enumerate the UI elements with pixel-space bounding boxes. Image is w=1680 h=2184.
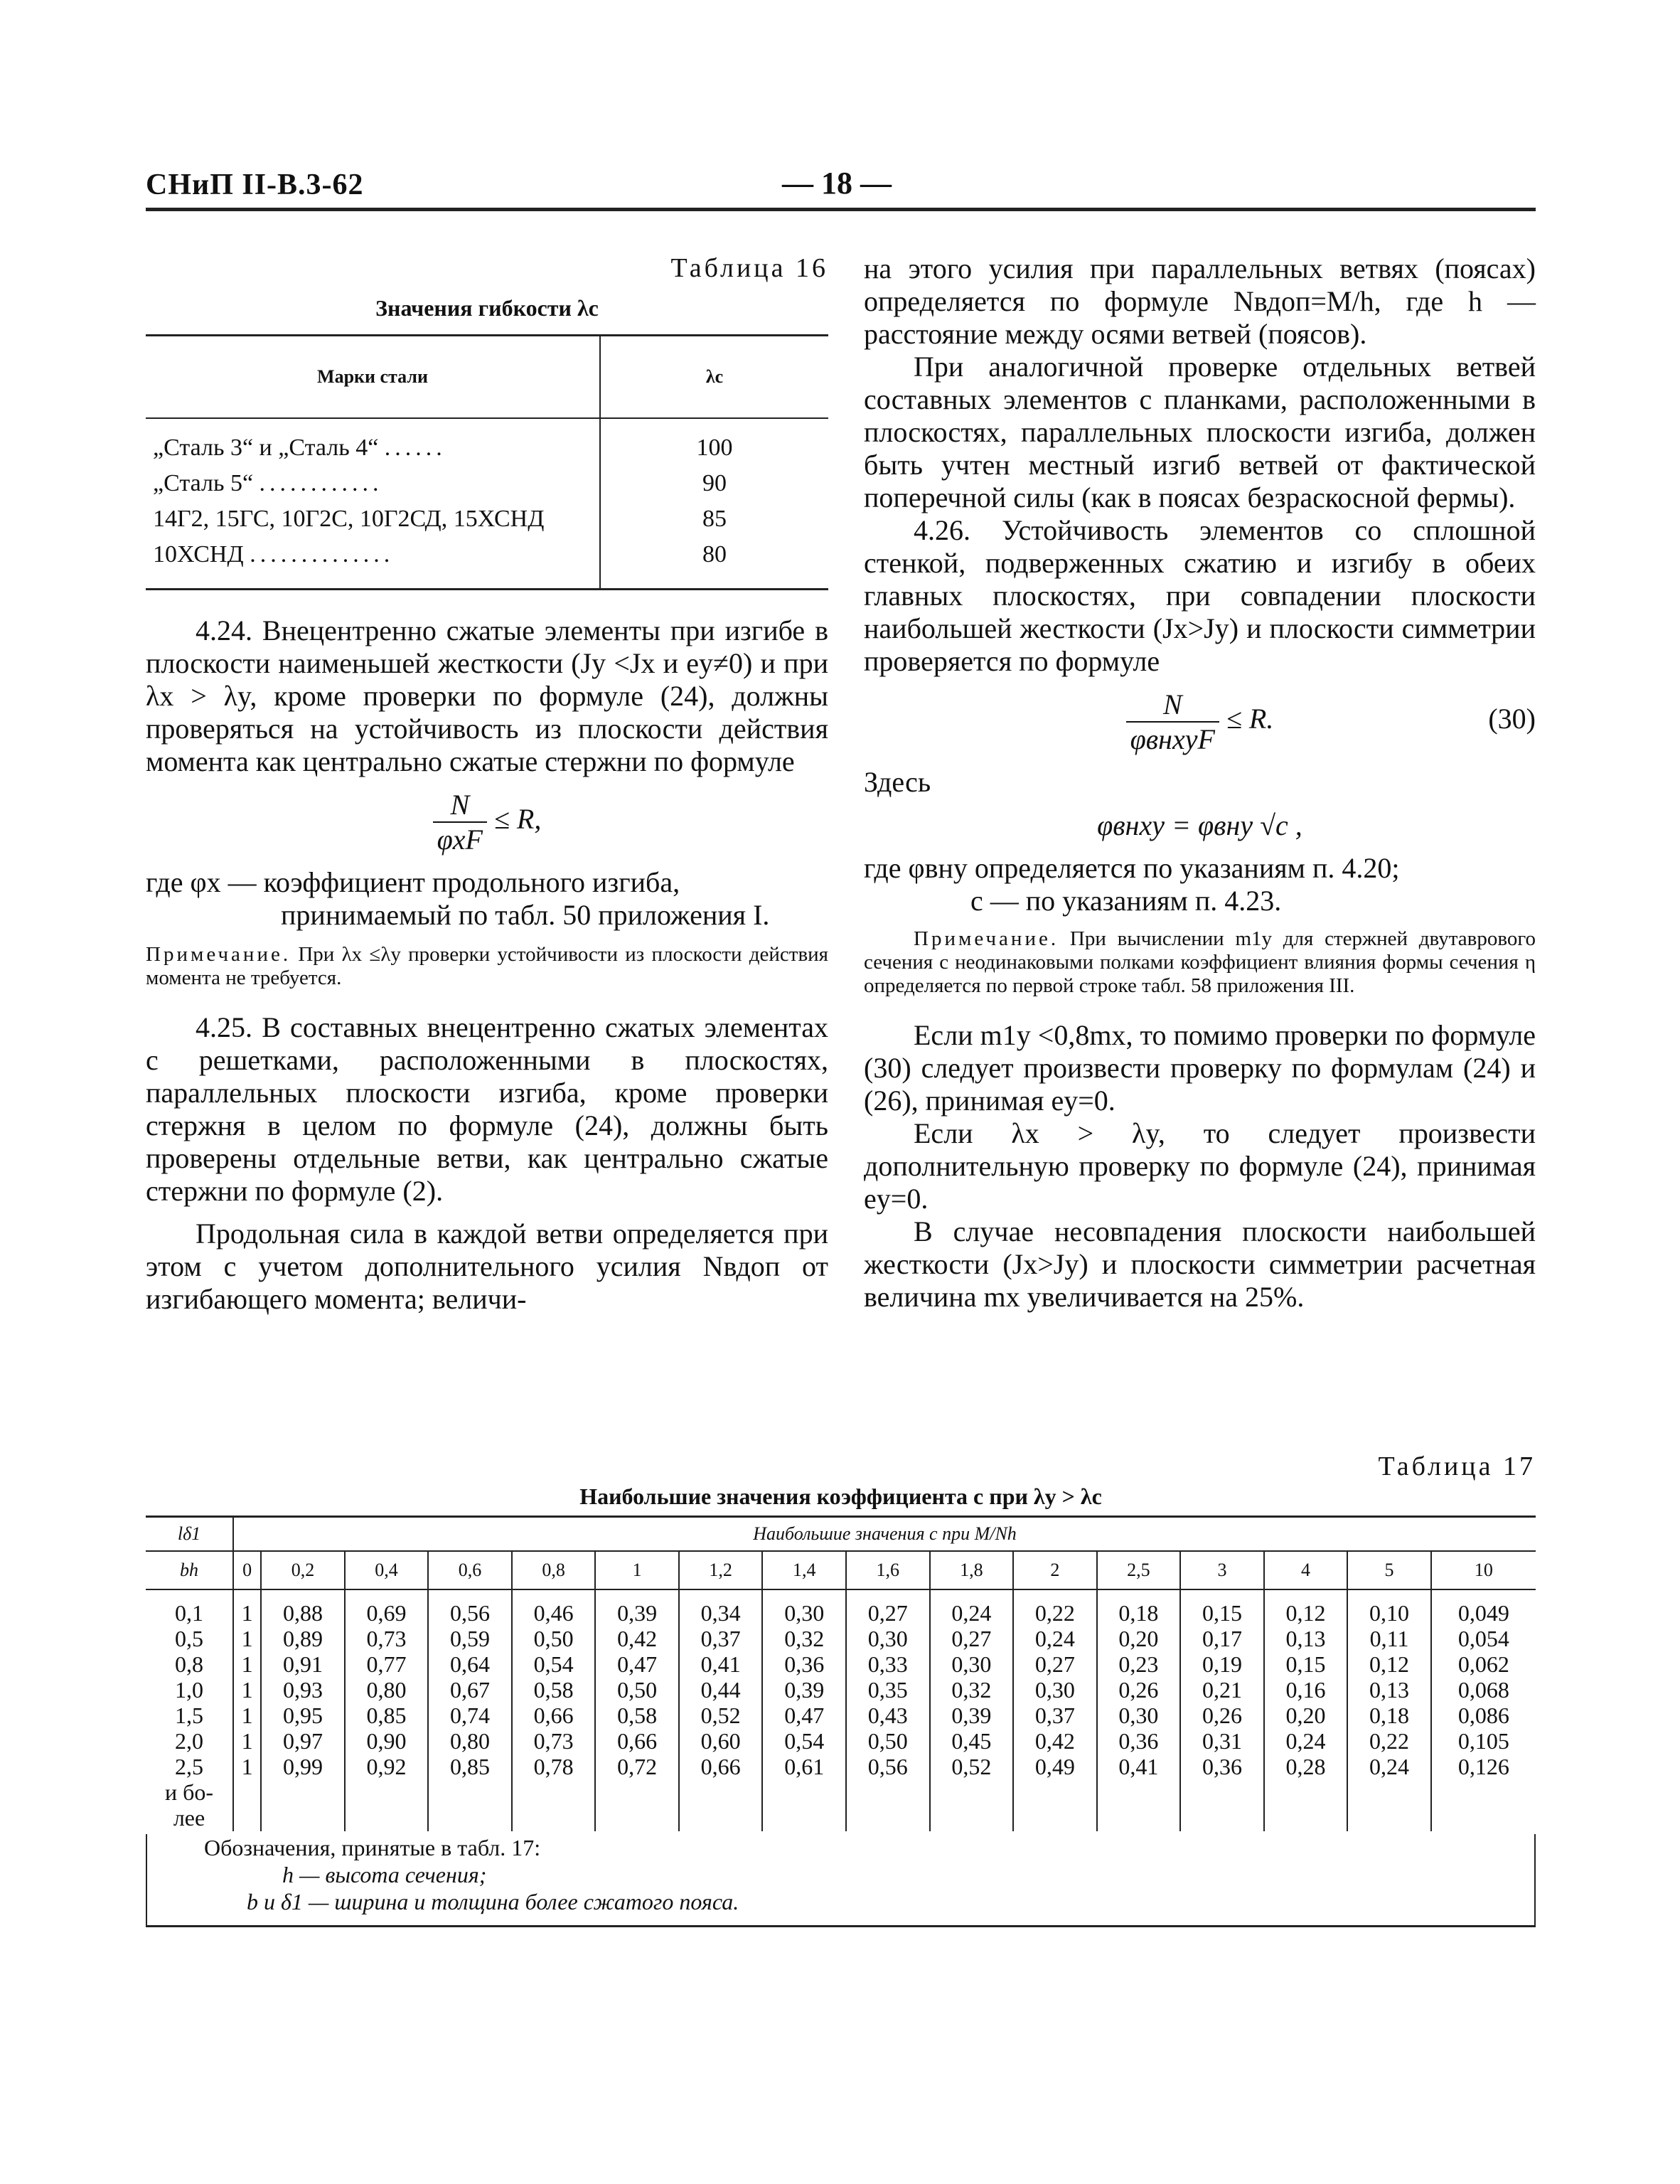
table-cell: 0,50 [533,1626,574,1651]
column-header: 0,6 [428,1551,512,1589]
table-cell: 0,59 [450,1626,491,1651]
table-cell: 0,31 [1202,1728,1242,1754]
formula-phi-x [146,788,828,856]
column-header: 0,8 [512,1551,596,1589]
paragraph-analog: При аналогичной проверке отдельных ветвей составных элементов с планками, расположенными в плоскостях, параллельных плоскости изгиба, должен быть учтен местный изгиб ветвей от фактической поперечной силы (как в поясах безраскосной фермы). [864,351,1536,513]
table-cell: 0,41 [1118,1754,1159,1779]
table-cell: 0,47 [617,1651,658,1677]
table16-caption: Таблица 16 [670,253,828,283]
value-column [762,1589,846,1831]
table17 [146,1518,1536,1831]
grade-label: 14Г2, 15ГС, 10Г2С, 10Г2СД, 15ХСНД [153,506,545,532]
paragraph-continued: на этого усилия при параллельных ветвях (поясах) определяется по формуле Nвдоп=M/h, где h — расстояние между осями ветвей (поясов). [864,252,1536,350]
table-cell: 0,89 [282,1626,323,1651]
table-cell: 0,23 [1118,1651,1159,1677]
paragraph-4-25: 4.25. В составных внецентренно сжатых элементах с решетками, расположенными в плоскостях, параллельных плоскости изгиба, кроме проверки стержня в целом по формуле (24), должны быть проверены отдельные ветви, как центрально сжатые стержни по формуле (2). [146,1011,828,1207]
table-cell: 0,30 [867,1626,908,1651]
formula-30 [864,688,1536,756]
table17-bottom-rule [146,1925,1536,1927]
paragraph-case: В случае несовпадения плоскости наибольшей жесткости (Jx>Jy) и плоскости симметрии расчетная величина mx увеличивается на 25%. [864,1215,1536,1313]
row-label: 1,5 [175,1703,203,1728]
table17-notes [146,1834,1536,1925]
table-cell: 0,20 [1285,1703,1326,1728]
table-cell: 0,13 [1285,1626,1326,1651]
paragraph-force: Продольная сила в каждой ветви определяется при этом с учетом дополнительного усилия Nвдоп от изгибающего момента; величи- [146,1218,828,1315]
table17-caption: Таблица 17 [1378,1451,1536,1481]
value-column [846,1589,930,1831]
note-4-26 [864,927,1536,998]
leader-dots: ............ [259,470,383,496]
fraction-numerator: N [433,788,487,823]
table-cell: 0,39 [784,1677,825,1703]
table-cell: 0,54 [533,1651,574,1677]
table-cell: 0,43 [867,1703,908,1728]
notes-title: Обозначения, принятые в табл. 17: [204,1835,541,1860]
table-cell: 0,39 [951,1703,992,1728]
table-cell: 0,72 [617,1754,658,1779]
table-cell: 0,90 [366,1728,407,1754]
column-header: 2,5 [1097,1551,1181,1589]
right-column [864,252,1536,1314]
row-label: и бо- [164,1779,214,1805]
row-label: 0,1 [175,1600,203,1626]
table-cell: 0,50 [617,1677,658,1703]
value-column [1097,1589,1181,1831]
corner-header-bottom: bh [146,1551,233,1589]
value-column [595,1589,679,1831]
table-cell: 0,13 [1369,1677,1410,1703]
table-cell: 0,88 [282,1600,323,1626]
note-label: Примечание. [146,943,291,966]
table-cell: 0,37 [1034,1703,1075,1728]
table-cell: 0,126 [1457,1754,1509,1779]
table-cell: 1 [241,1728,253,1754]
table-cell: 0,58 [617,1703,658,1728]
value-column [261,1589,345,1831]
table-cell: 0,93 [282,1677,323,1703]
table-cell: 0,47 [784,1703,825,1728]
here-label: Здесь [864,766,931,798]
fraction [1126,688,1219,756]
table-cell: 1 [241,1600,253,1626]
table-cell: 0,28 [1285,1754,1326,1779]
fraction-denominator: φвнxyF [1130,723,1215,755]
table-cell: 0,74 [450,1703,491,1728]
table-cell: 0,92 [366,1754,407,1779]
group-header: Наибольшие значения c при M/Nh [233,1518,1536,1551]
where-line-b: c — по указаниям п. 4.23. [970,885,1282,917]
table-cell: 0,39 [617,1600,658,1626]
grade-label: „Сталь 3“ и „Сталь 4“ [153,435,379,461]
column-header: 1 [595,1551,679,1589]
note-h: h — высота сечения; [282,1862,487,1887]
table-cell: 0,41 [700,1651,741,1677]
table-row [146,537,828,588]
table-cell: 0,80 [366,1677,407,1703]
table-cell: 0,068 [1457,1677,1509,1703]
table16-title: Значения гибкости λс [375,295,599,321]
table-cell: 0,85 [366,1703,407,1728]
table-cell: 1 [241,1626,253,1651]
value-column [1264,1589,1348,1831]
fraction [433,788,487,856]
lambda-value: 90 [600,466,828,501]
table-cell: 0,64 [450,1651,491,1677]
note-4-24 [146,943,828,990]
table-cell: 0,10 [1369,1600,1410,1626]
table-cell: 0,15 [1202,1600,1242,1626]
table-cell: 0,95 [282,1703,323,1728]
where-line-2: принимаемый по табл. 50 приложения I. [281,899,770,931]
row-label: 2,0 [175,1728,203,1754]
note-text: При λx ≤λy проверки устойчивости из плоскости действия момента не требуется. [146,943,828,989]
table-cell: 0,99 [282,1754,323,1779]
table-cell: 0,52 [700,1703,741,1728]
table-cell: 0,24 [1034,1626,1075,1651]
value-column [512,1589,596,1831]
table-cell: 0,36 [1118,1728,1159,1754]
table-cell: 0,85 [450,1754,491,1779]
where-line-1: где φx — коэффициент продольного изгиба, [146,866,680,898]
formula-rhs: ≤ R, [493,803,542,836]
table-cell: 0,42 [617,1626,658,1651]
table-cell: 0,26 [1118,1677,1159,1703]
table-cell: 0,18 [1118,1600,1159,1626]
table-cell: 0,56 [450,1600,491,1626]
table-cell: 0,36 [784,1651,825,1677]
row-label: 2,5 [175,1754,203,1779]
table-cell: 0,35 [867,1677,908,1703]
table-cell: 1 [241,1651,253,1677]
formula-rhs: ≤ R. [1226,703,1274,735]
table-cell: 0,45 [951,1728,992,1754]
column-header: 0,2 [261,1551,345,1589]
value-column [930,1589,1014,1831]
where-line-a: где φвнy определяется по указаниям п. 4.20; [864,852,1400,884]
grade-label: 10ХСНД [153,541,244,568]
lambda-value: 100 [600,418,828,466]
column-header: 3 [1180,1551,1264,1589]
table-cell: 0,67 [450,1677,491,1703]
table-cell: 0,97 [282,1728,323,1754]
table-cell: 0,66 [533,1703,574,1728]
table-cell: 0,18 [1369,1703,1410,1728]
table-cell: 0,20 [1118,1626,1159,1651]
table-cell: 0,062 [1457,1651,1509,1677]
table-cell: 0,049 [1457,1600,1509,1626]
table-cell: 0,69 [366,1600,407,1626]
table-row [146,418,828,466]
value-column [1013,1589,1097,1831]
table-cell: 0,21 [1202,1677,1242,1703]
note-b: b и δ1 — ширина и толщина более сжатого пояса. [247,1889,739,1914]
paragraph-4-24: 4.24. Внецентренно сжатые элементы при изгибе в плоскости наименьшей жесткости (Jy <Jx и ey≠0) и при λx > λy, кроме проверки по формуле (24), должны проверяться на устойчивость из плоскости действия момента как центрально сжатые стержни по формуле [146,614,828,777]
lambda-value: 80 [600,537,828,588]
table-cell: 0,22 [1369,1728,1410,1754]
table-cell: 0,58 [533,1677,574,1703]
table-cell: 0,54 [784,1728,825,1754]
row-labels [146,1589,233,1831]
table-cell: 1 [241,1703,253,1728]
table-cell: 0,054 [1457,1626,1509,1651]
table-cell: 0,32 [784,1626,825,1651]
table-cell: 0,77 [366,1651,407,1677]
column-header: 1,6 [846,1551,930,1589]
table-cell: 0,30 [1118,1703,1159,1728]
table-cell: 0,11 [1369,1626,1409,1651]
row-label: 1,0 [175,1677,203,1703]
table-row [146,501,828,537]
row-label: 0,8 [175,1651,203,1677]
column-header: 2 [1013,1551,1097,1589]
column-header: 1,2 [679,1551,763,1589]
table-cell: 0,15 [1285,1651,1326,1677]
table-row [146,466,828,501]
paragraph-4-26: 4.26. Устойчивость элементов со сплошной стенкой, подверженных сжатию и изгибу в обеих главных плоскостях, при совпадении плоскости наибольшей жесткости (Jx>Jy) и плоскости симметрии проверяется по формуле [864,514,1536,677]
value-column [233,1589,261,1831]
table-cell: 0,60 [700,1728,741,1754]
grade-label: „Сталь 5“ [153,470,254,496]
value-column [679,1589,763,1831]
table-cell: 0,086 [1457,1703,1509,1728]
table-cell: 0,37 [700,1626,741,1651]
table-cell: 0,80 [450,1728,491,1754]
formula-phi-xy: φвнxy = φвнy √c , [1097,809,1302,841]
corner-header-top: lδ1 [146,1518,233,1551]
table-cell: 0,49 [1034,1754,1075,1779]
table-cell: 0,44 [700,1677,741,1703]
table-cell: 0,36 [1202,1754,1242,1779]
column-header: 1,8 [930,1551,1014,1589]
table-cell: 0,46 [533,1600,574,1626]
table-cell: 0,66 [700,1754,741,1779]
table-cell: 0,42 [1034,1728,1075,1754]
document-code: СНиП II-В.3-62 [146,169,364,201]
note-text: При вычислении m1y для стержней двутаврового сечения с неодинаковыми полками коэффициент влияния формы сечения η определяется по первой строке табл. 58 приложения III. [864,927,1536,997]
table-cell: 0,19 [1202,1651,1242,1677]
table-cell: 0,24 [951,1600,992,1626]
value-column [345,1589,429,1831]
value-column [1180,1589,1264,1831]
column-header: 0 [233,1551,261,1589]
leader-dots: ...... [384,435,446,461]
column-header: 1,4 [762,1551,846,1589]
value-column [1347,1589,1431,1831]
formula-number: (30) [1488,703,1536,735]
fraction-denominator: φxF [437,824,483,856]
table-cell: 0,17 [1202,1626,1242,1651]
table-cell: 0,78 [533,1754,574,1779]
paragraph-if-2: Если λx > λy, то следует произвести дополнительную проверку по формуле (24), принимая ey=0. [864,1117,1536,1215]
lambda-value: 85 [600,501,828,537]
page-number: — 18 — [782,166,892,201]
table17-title: Наибольшие значения коэффициента c при λy > λc [579,1483,1102,1509]
table-cell: 0,32 [951,1677,992,1703]
table-cell: 0,91 [282,1651,323,1677]
paragraph-if-1: Если m1y <0,8mx, то помимо проверки по формуле (30) следует произвести проверку по формулам (24) и (26), принимая ey=0. [864,1019,1536,1117]
value-column [428,1589,512,1831]
table-cell: 0,105 [1457,1728,1509,1754]
table-cell: 0,24 [1369,1754,1410,1779]
table-cell: 1 [241,1677,253,1703]
table-cell: 0,27 [951,1626,992,1651]
table-cell: 0,30 [784,1600,825,1626]
table-cell: 0,30 [951,1651,992,1677]
table-cell: 0,22 [1034,1600,1075,1626]
table-cell: 0,52 [951,1754,992,1779]
table-cell: 0,27 [1034,1651,1075,1677]
table-cell: 0,61 [784,1754,825,1779]
table-cell: 0,33 [867,1651,908,1677]
row-label: лее [173,1805,205,1831]
fraction-numerator: N [1126,688,1219,723]
table-cell: 0,50 [867,1728,908,1754]
table-cell: 0,34 [700,1600,741,1626]
table-cell: 0,26 [1202,1703,1242,1728]
column-header: 4 [1264,1551,1348,1589]
leader-dots: .............. [250,541,395,568]
table16-col-grade: Марки стали [146,336,600,419]
table-cell: 0,73 [533,1728,574,1754]
table-cell: 0,66 [617,1728,658,1754]
table-cell: 0,30 [1034,1677,1075,1703]
table-cell: 0,12 [1369,1651,1410,1677]
table16-bottom-rule [146,588,828,590]
table-cell: 0,27 [867,1600,908,1626]
table-cell: 1 [241,1754,253,1779]
column-header: 5 [1347,1551,1431,1589]
table16-col-lambda: λс [600,336,828,419]
row-label: 0,5 [175,1626,203,1651]
column-header: 10 [1431,1551,1536,1589]
table-cell: 0,16 [1285,1677,1326,1703]
header-rule [146,208,1536,211]
table-cell: 0,24 [1285,1728,1326,1754]
value-column [1431,1589,1536,1831]
table-cell: 0,56 [867,1754,908,1779]
table-cell: 0,73 [366,1626,407,1651]
table16 [146,334,828,588]
left-column [146,252,828,1316]
note-label: Примечание. [914,927,1059,950]
column-header: 0,4 [345,1551,429,1589]
table-cell: 0,12 [1285,1600,1326,1626]
table17-block [146,1451,1536,1927]
